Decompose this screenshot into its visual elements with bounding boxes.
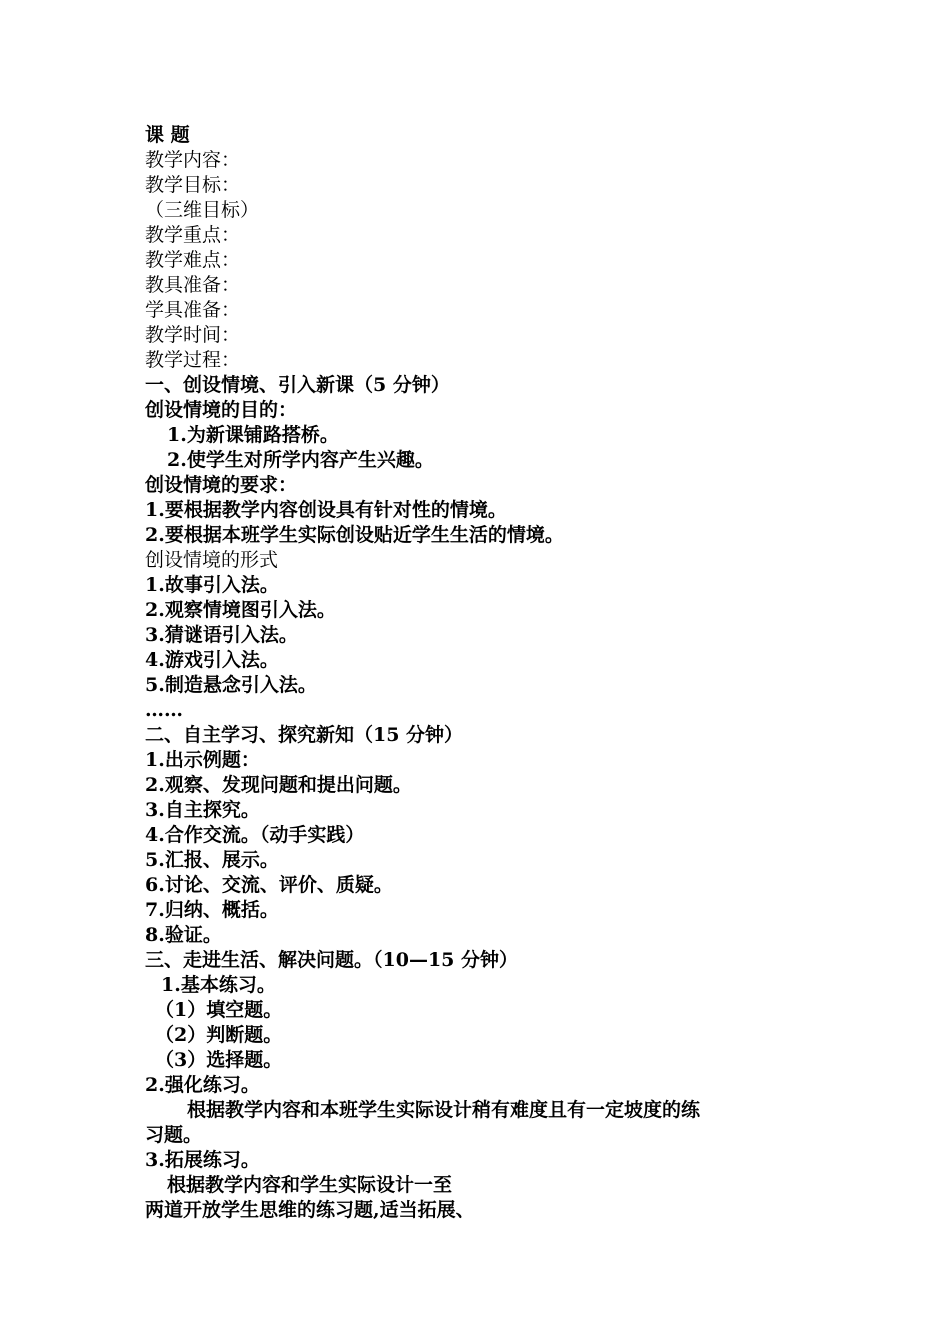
form-item: 3.猜谜语引入法。 [145,624,298,646]
strengthen-practice-text: 根据教学内容和本班学生实际设计稍有难度且有一定坡度的练 [187,1099,701,1121]
basic-practice-item: （1）填空题。 [155,999,283,1021]
strengthen-practice-label: 2.强化练习。 [145,1074,260,1096]
lesson-plan [145,123,825,1223]
basic-practice-item: （2）判断题。 [155,1024,283,1046]
step-item: 1.出示例题： [145,749,260,771]
requirement-item: 1.要根据教学内容创设具有针对性的情境。 [145,499,507,521]
form-item: 1.故事引入法。 [145,574,279,596]
basic-practice-item: （3）选择题。 [155,1049,283,1071]
field-teaching-process: 教学过程： [145,349,241,371]
form-item: 5.制造悬念引入法。 [145,674,317,696]
field-teacher-tools: 教具准备： [145,274,241,296]
form-label: 创设情境的形式 [145,549,279,571]
section2-heading: 二、自主学习、探究新知（15 分钟） [145,724,464,746]
section1-heading: 一、创设情境、引入新课（5 分钟） [145,374,450,396]
step-item: 8.验证。 [145,924,222,946]
extend-practice-text: 根据教学内容和学生实际设计一至 [167,1174,453,1196]
field-key-point: 教学重点： [145,224,241,246]
field-teaching-goal: 教学目标： [145,174,241,196]
section3-heading: 三、走进生活、解决问题。（10—15 分钟） [145,949,518,971]
step-item: 2.观察、发现问题和提出问题。 [145,774,412,796]
doc-title: 课 题 [145,124,190,146]
field-three-dimension-goal: （三维目标） [145,199,260,221]
requirement-item: 2.要根据本班学生实际创设贴近学生生活的情境。 [145,524,564,546]
form-item: 4.游戏引入法。 [145,649,279,671]
step-item: 3.自主探究。 [145,799,260,821]
requirement-label: 创设情境的要求： [145,474,298,496]
strengthen-practice-text-cont: 习题。 [145,1124,203,1146]
step-item: 4.合作交流。（动手实践） [145,824,365,846]
extend-practice-text-cont: 两道开放学生思维的练习题,适当拓展、 [145,1199,475,1221]
purpose-item: 2.使学生对所学内容产生兴趣。 [167,449,434,471]
field-teaching-time: 教学时间： [145,324,241,346]
form-item: 2.观察情境图引入法。 [145,599,336,621]
step-item: 7.归纳、概括。 [145,899,279,921]
basic-practice-label: 1.基本练习。 [161,974,276,996]
step-item: 5.汇报、展示。 [145,849,279,871]
field-student-tools: 学具准备： [145,299,241,321]
field-teaching-content: 教学内容： [145,149,241,171]
field-difficulty: 教学难点： [145,249,241,271]
ellipsis: …… [145,699,183,721]
purpose-item: 1.为新课铺路搭桥。 [167,424,339,446]
extend-practice-label: 3.拓展练习。 [145,1149,260,1171]
step-item: 6.讨论、交流、评价、质疑。 [145,874,393,896]
purpose-label: 创设情境的目的： [145,399,298,421]
